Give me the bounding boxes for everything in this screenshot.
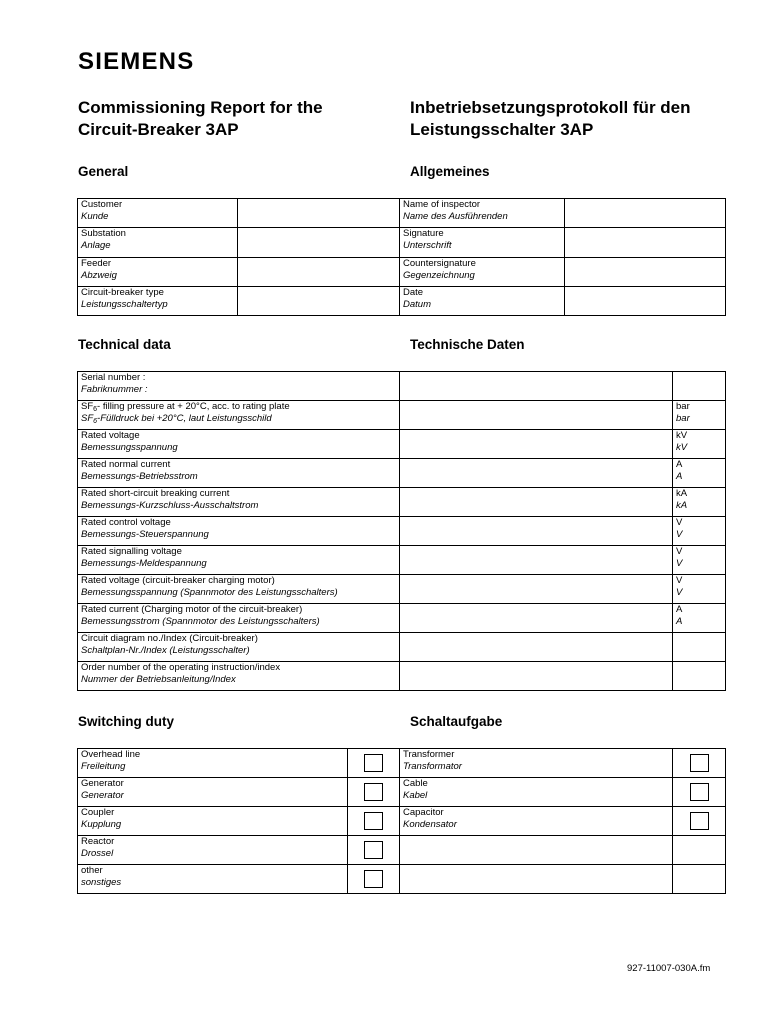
unit-cell: A A — [673, 604, 726, 633]
general-label: Substation Anlage — [78, 228, 238, 258]
technical-row — [78, 401, 726, 430]
unit-cell — [673, 372, 726, 401]
customer-field[interactable] — [238, 199, 400, 228]
switching-row — [78, 865, 726, 894]
breaker-type-field[interactable] — [238, 287, 400, 316]
rated-voltage-field[interactable] — [400, 430, 673, 459]
checkbox-cell — [348, 778, 400, 807]
countersignature-field[interactable] — [565, 258, 726, 287]
technical-label: Rated current (Charging motor of the circuit-breaker) Bemessungsstrom (Spannmotor des Leistungsschalters) — [78, 604, 400, 633]
switching-row — [78, 836, 726, 865]
title-german — [410, 97, 740, 141]
general-row — [78, 228, 726, 258]
filling-pressure-field[interactable] — [400, 401, 673, 430]
general-label: Countersignature Gegenzeichnung — [400, 258, 565, 287]
rated-normal-current-field[interactable] — [400, 459, 673, 488]
capacitor-checkbox[interactable] — [690, 812, 709, 830]
switching-label: Cable Kabel — [400, 778, 673, 807]
title-en-line1: Commissioning Report for the — [78, 98, 323, 117]
unit-cell: V V — [673, 517, 726, 546]
technical-row — [78, 575, 726, 604]
technical-row — [78, 604, 726, 633]
reactor-checkbox[interactable] — [364, 841, 383, 859]
technical-row — [78, 488, 726, 517]
switching-label: Generator Generator — [78, 778, 348, 807]
instruction-number-field[interactable] — [400, 662, 673, 691]
checkbox-cell — [673, 807, 726, 836]
switching-label: Transformer Transformator — [400, 749, 673, 778]
date-field[interactable] — [565, 287, 726, 316]
technical-row — [78, 372, 726, 401]
technical-heading-en: Technical data — [78, 337, 171, 352]
unit-cell — [673, 662, 726, 691]
technical-label: Rated normal current Bemessungs-Betriebsstrom — [78, 459, 400, 488]
substation-field[interactable] — [238, 228, 400, 258]
empty-cell — [673, 865, 726, 894]
title-en-line2: Circuit-Breaker 3AP — [78, 120, 239, 139]
general-label: Feeder Abzweig — [78, 258, 238, 287]
checkbox-cell — [348, 807, 400, 836]
general-label: Customer Kunde — [78, 199, 238, 228]
coupler-checkbox[interactable] — [364, 812, 383, 830]
general-heading-de: Allgemeines — [410, 164, 490, 179]
general-label: Name of inspector Name des Ausführenden — [400, 199, 565, 228]
circuit-diagram-field[interactable] — [400, 633, 673, 662]
title-de-line1: Inbetriebsetzungsprotokoll für den — [410, 98, 691, 117]
switching-heading-en: Switching duty — [78, 714, 174, 729]
transformer-checkbox[interactable] — [690, 754, 709, 772]
switching-row — [78, 778, 726, 807]
unit-cell: A A — [673, 459, 726, 488]
switching-label: Capacitor Kondensator — [400, 807, 673, 836]
technical-label: Circuit diagram no./Index (Circuit-breaker) Schaltplan-Nr./Index (Leistungsschalter) — [78, 633, 400, 662]
checkbox-cell — [348, 749, 400, 778]
general-row — [78, 199, 726, 228]
technical-label: Rated control voltage Bemessungs-Steuerspannung — [78, 517, 400, 546]
document-id: 927-11007-030A.fm — [627, 963, 711, 974]
signature-field[interactable] — [565, 228, 726, 258]
technical-label: Rated voltage (circuit-breaker charging motor) Bemessungsspannung (Spannmotor des Leistungsschalters) — [78, 575, 400, 604]
switching-row — [78, 749, 726, 778]
switching-heading-de: Schaltaufgabe — [410, 714, 503, 729]
switching-table — [77, 748, 726, 894]
switching-row — [78, 807, 726, 836]
technical-row — [78, 546, 726, 575]
technical-row — [78, 662, 726, 691]
unit-cell: kV kV — [673, 430, 726, 459]
motor-current-field[interactable] — [400, 604, 673, 633]
unit-cell: bar bar — [673, 401, 726, 430]
general-label: Circuit-breaker type Leistungsschaltertyp — [78, 287, 238, 316]
feeder-field[interactable] — [238, 258, 400, 287]
technical-label: Serial number : Fabriknummer : — [78, 372, 400, 401]
motor-voltage-field[interactable] — [400, 575, 673, 604]
checkbox-cell — [673, 749, 726, 778]
technical-row — [78, 633, 726, 662]
general-label: Signature Unterschrift — [400, 228, 565, 258]
technical-label: Rated signalling voltage Bemessungs-Meldespannung — [78, 546, 400, 575]
checkbox-cell — [348, 865, 400, 894]
generator-checkbox[interactable] — [364, 783, 383, 801]
general-label: Date Datum — [400, 287, 565, 316]
unit-cell: V V — [673, 575, 726, 604]
technical-row — [78, 459, 726, 488]
technical-label: Rated voltage Bemessungsspannung — [78, 430, 400, 459]
overhead-line-checkbox[interactable] — [364, 754, 383, 772]
switching-label — [400, 865, 673, 894]
technical-label: $SF_6-$ filling pressure at + 20°C, acc. to rating plate $SF_6$-Fülldruck bei +20°C, laut Leistungsschild — [78, 401, 400, 430]
general-table — [77, 198, 726, 316]
inspector-field[interactable] — [565, 199, 726, 228]
unit-cell: kA kA — [673, 488, 726, 517]
switching-label: other sonstiges — [78, 865, 348, 894]
checkbox-cell — [348, 836, 400, 865]
general-row — [78, 258, 726, 287]
serial-number-field[interactable] — [400, 372, 673, 401]
technical-row — [78, 430, 726, 459]
general-row — [78, 287, 726, 316]
cable-checkbox[interactable] — [690, 783, 709, 801]
short-circuit-current-field[interactable] — [400, 488, 673, 517]
siemens-logo: SIEMENS — [78, 48, 195, 75]
technical-label: Order number of the operating instruction/index Nummer der Betriebsanleitung/Index — [78, 662, 400, 691]
switching-label: Reactor Drossel — [78, 836, 348, 865]
unit-cell: V V — [673, 546, 726, 575]
technical-heading-de: Technische Daten — [410, 337, 525, 352]
signalling-voltage-field[interactable] — [400, 546, 673, 575]
technical-label: Rated short-circuit breaking current Bemessungs-Kurzschluss-Ausschaltstrom — [78, 488, 400, 517]
switching-label: Coupler Kupplung — [78, 807, 348, 836]
unit-cell — [673, 633, 726, 662]
other-checkbox[interactable] — [364, 870, 383, 888]
empty-cell — [673, 836, 726, 865]
control-voltage-field[interactable] — [400, 517, 673, 546]
title-de-line2: Leistungsschalter 3AP — [410, 120, 594, 139]
technical-row — [78, 517, 726, 546]
technical-table — [77, 371, 726, 691]
switching-label: Overhead line Freileitung — [78, 749, 348, 778]
title-english — [78, 97, 388, 141]
general-heading-en: General — [78, 164, 129, 179]
switching-label — [400, 836, 673, 865]
checkbox-cell — [673, 778, 726, 807]
